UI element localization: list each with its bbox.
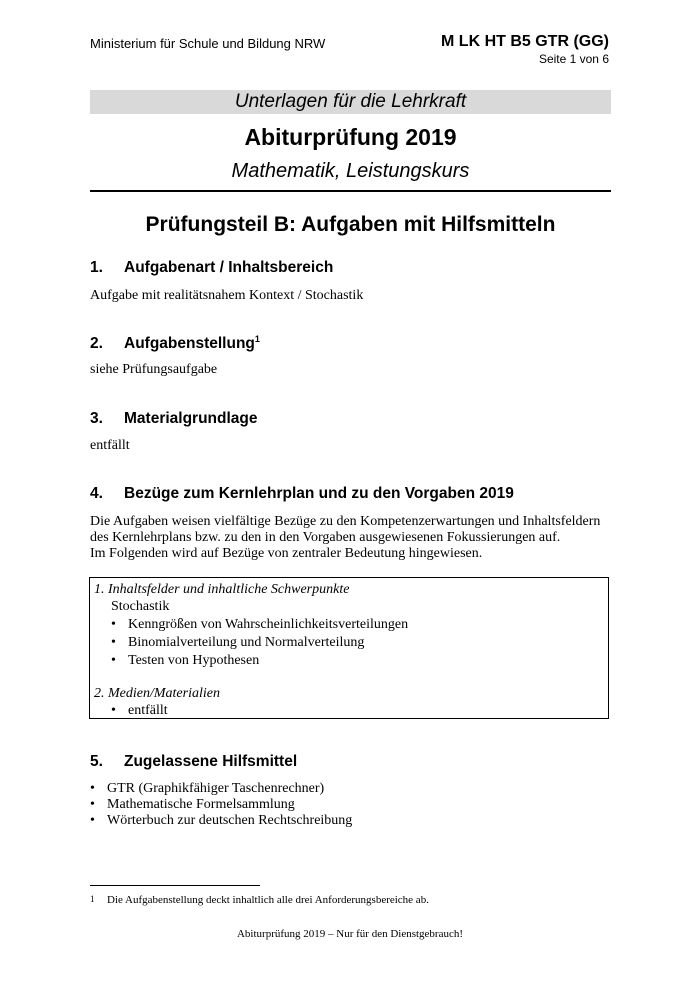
section-heading-2 — [90, 334, 260, 353]
footnote-divider — [90, 885, 260, 886]
box-list-item: • Testen von Hypothesen — [94, 653, 599, 669]
footnote-marker: 1 — [254, 334, 260, 344]
page-title: Abiturprüfung 2019 — [244, 124, 457, 150]
paragraph-line: Im Folgenden wird auf Bezüge von zentraler Bedeutung hingewiesen. — [90, 546, 483, 561]
section-title: Zugelassene Hilfsmittel — [124, 753, 298, 770]
footnote-number: 1 — [90, 894, 95, 904]
tools-list — [90, 781, 352, 829]
subtitle: Mathematik, Leistungskurs — [231, 160, 470, 182]
banner-text: Unterlagen für die Lehrkraft — [234, 91, 467, 112]
paragraph-line: Die Aufgaben weisen vielfältige Bezüge zu den Kompetenzerwartungen und Inhaltsfeldern — [90, 514, 601, 529]
section-number: 1. — [90, 259, 103, 276]
document-code: M LK HT B5 GTR (GG) — [441, 33, 609, 50]
section-heading-5 — [90, 753, 297, 771]
list-item: • Mathematische Formelsammlung — [90, 797, 352, 813]
section-number: 4. — [90, 485, 103, 502]
section-number: 5. — [90, 753, 103, 770]
part-title: Prüfungsteil B: Aufgaben mit Hilfsmitteln — [145, 213, 556, 236]
page-number: Seite 1 von 6 — [538, 52, 609, 66]
section-text-1: Aufgabe mit realitätsnahem Kontext / Stochastik — [90, 288, 364, 303]
box-list-item: • Kenngrößen von Wahrscheinlichkeitsverteilungen — [94, 617, 599, 633]
section-title: Aufgabenart / Inhaltsbereich — [124, 259, 334, 276]
content-box — [89, 577, 609, 719]
section-number: 2. — [90, 335, 103, 353]
box-subheading: Stochastik — [111, 599, 170, 614]
list-item: • Wörterbuch zur deutschen Rechtschreibung — [90, 813, 352, 829]
box-list-item: • Binomialverteilung und Normalverteilung — [94, 635, 599, 651]
section-text-2: siehe Prüfungsaufgabe — [90, 362, 218, 377]
footnote-text: Die Aufgabenstellung deckt inhaltlich alle drei Anforderungsbereiche ab. — [107, 894, 429, 906]
section-heading-4 — [90, 485, 514, 503]
section-text-3: entfällt — [90, 438, 130, 453]
box-list-item: • entfällt — [94, 703, 599, 719]
section-title: Aufgabenstellung — [124, 335, 255, 353]
title-divider — [90, 190, 611, 192]
paragraph-line: des Kernlehrplans bzw. zu den in den Vorgaben ausgewiesenen Fokussierungen auf. — [90, 530, 561, 545]
section-title: Bezüge zum Kernlehrplan und zu den Vorgaben 2019 — [124, 485, 514, 502]
box-heading-2: 2. Medien/Materialien — [94, 686, 220, 701]
section-heading-3 — [90, 410, 258, 428]
section-title: Materialgrundlage — [124, 410, 258, 427]
page-footer: Abiturprüfung 2019 – Nur für den Dienstgebrauch! — [236, 928, 464, 940]
section-text-4 — [90, 514, 600, 562]
list-item: • GTR (Graphikfähiger Taschenrechner) — [90, 781, 352, 797]
section-number: 3. — [90, 410, 103, 427]
ministry-header: Ministerium für Schule und Bildung NRW — [90, 36, 326, 51]
section-heading-1 — [90, 259, 333, 277]
box-heading-1: 1. Inhaltsfelder und inhaltliche Schwerpunkte — [94, 582, 350, 597]
